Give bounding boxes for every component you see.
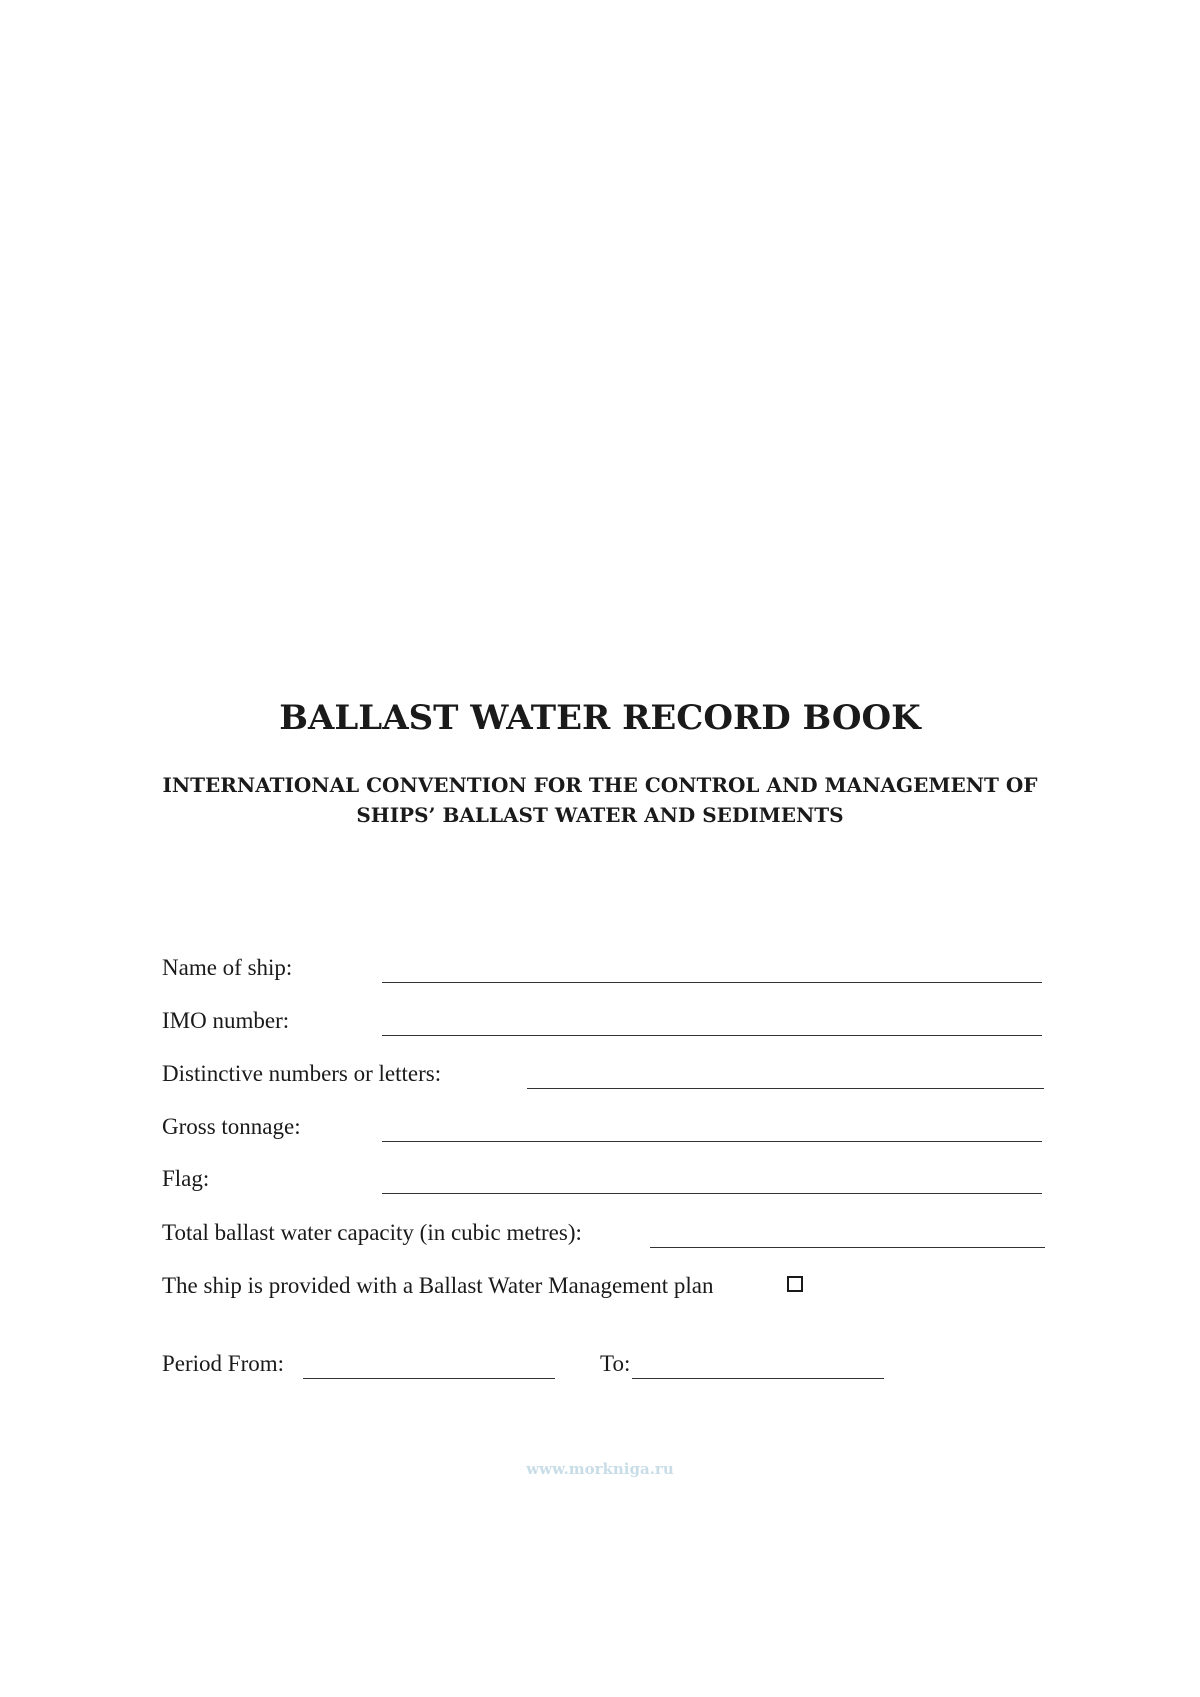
name-of-ship-field[interactable] [382, 982, 1042, 983]
imo-number-field[interactable] [382, 1035, 1042, 1036]
flag-label: Flag: [162, 1166, 210, 1191]
management-plan-label: The ship is provided with a Ballast Water Management plan [162, 1273, 714, 1298]
document-title: BALLAST WATER RECORD BOOK [279, 698, 921, 738]
distinctive-numbers-label: Distinctive numbers or letters: [162, 1061, 442, 1086]
distinctive-numbers-field[interactable] [527, 1088, 1044, 1089]
gross-tonnage-field[interactable] [382, 1141, 1042, 1142]
gross-tonnage-label: Gross tonnage: [162, 1114, 301, 1139]
subtitle-line-1: INTERNATIONAL CONVENTION FOR THE CONTROL AND MANAGEMENT OF [162, 773, 1038, 797]
period-from-label: Period From: [162, 1351, 285, 1376]
watermark: www.morkniga.ru [526, 1460, 674, 1478]
ballast-capacity-label: Total ballast water capacity (in cubic metres): [162, 1220, 582, 1245]
period-from-field[interactable] [303, 1378, 555, 1379]
period-to-field[interactable] [632, 1378, 884, 1379]
imo-number-label: IMO number: [162, 1008, 290, 1033]
subtitle-line-2: SHIPS’ BALLAST WATER AND SEDIMENTS [356, 803, 844, 827]
period-to-label: To: [600, 1351, 631, 1376]
management-plan-checkbox[interactable] [787, 1276, 803, 1292]
document-subtitle [0, 770, 1200, 830]
ballast-capacity-field[interactable] [650, 1247, 1045, 1248]
name-of-ship-label: Name of ship: [162, 955, 293, 980]
flag-field[interactable] [382, 1193, 1042, 1194]
